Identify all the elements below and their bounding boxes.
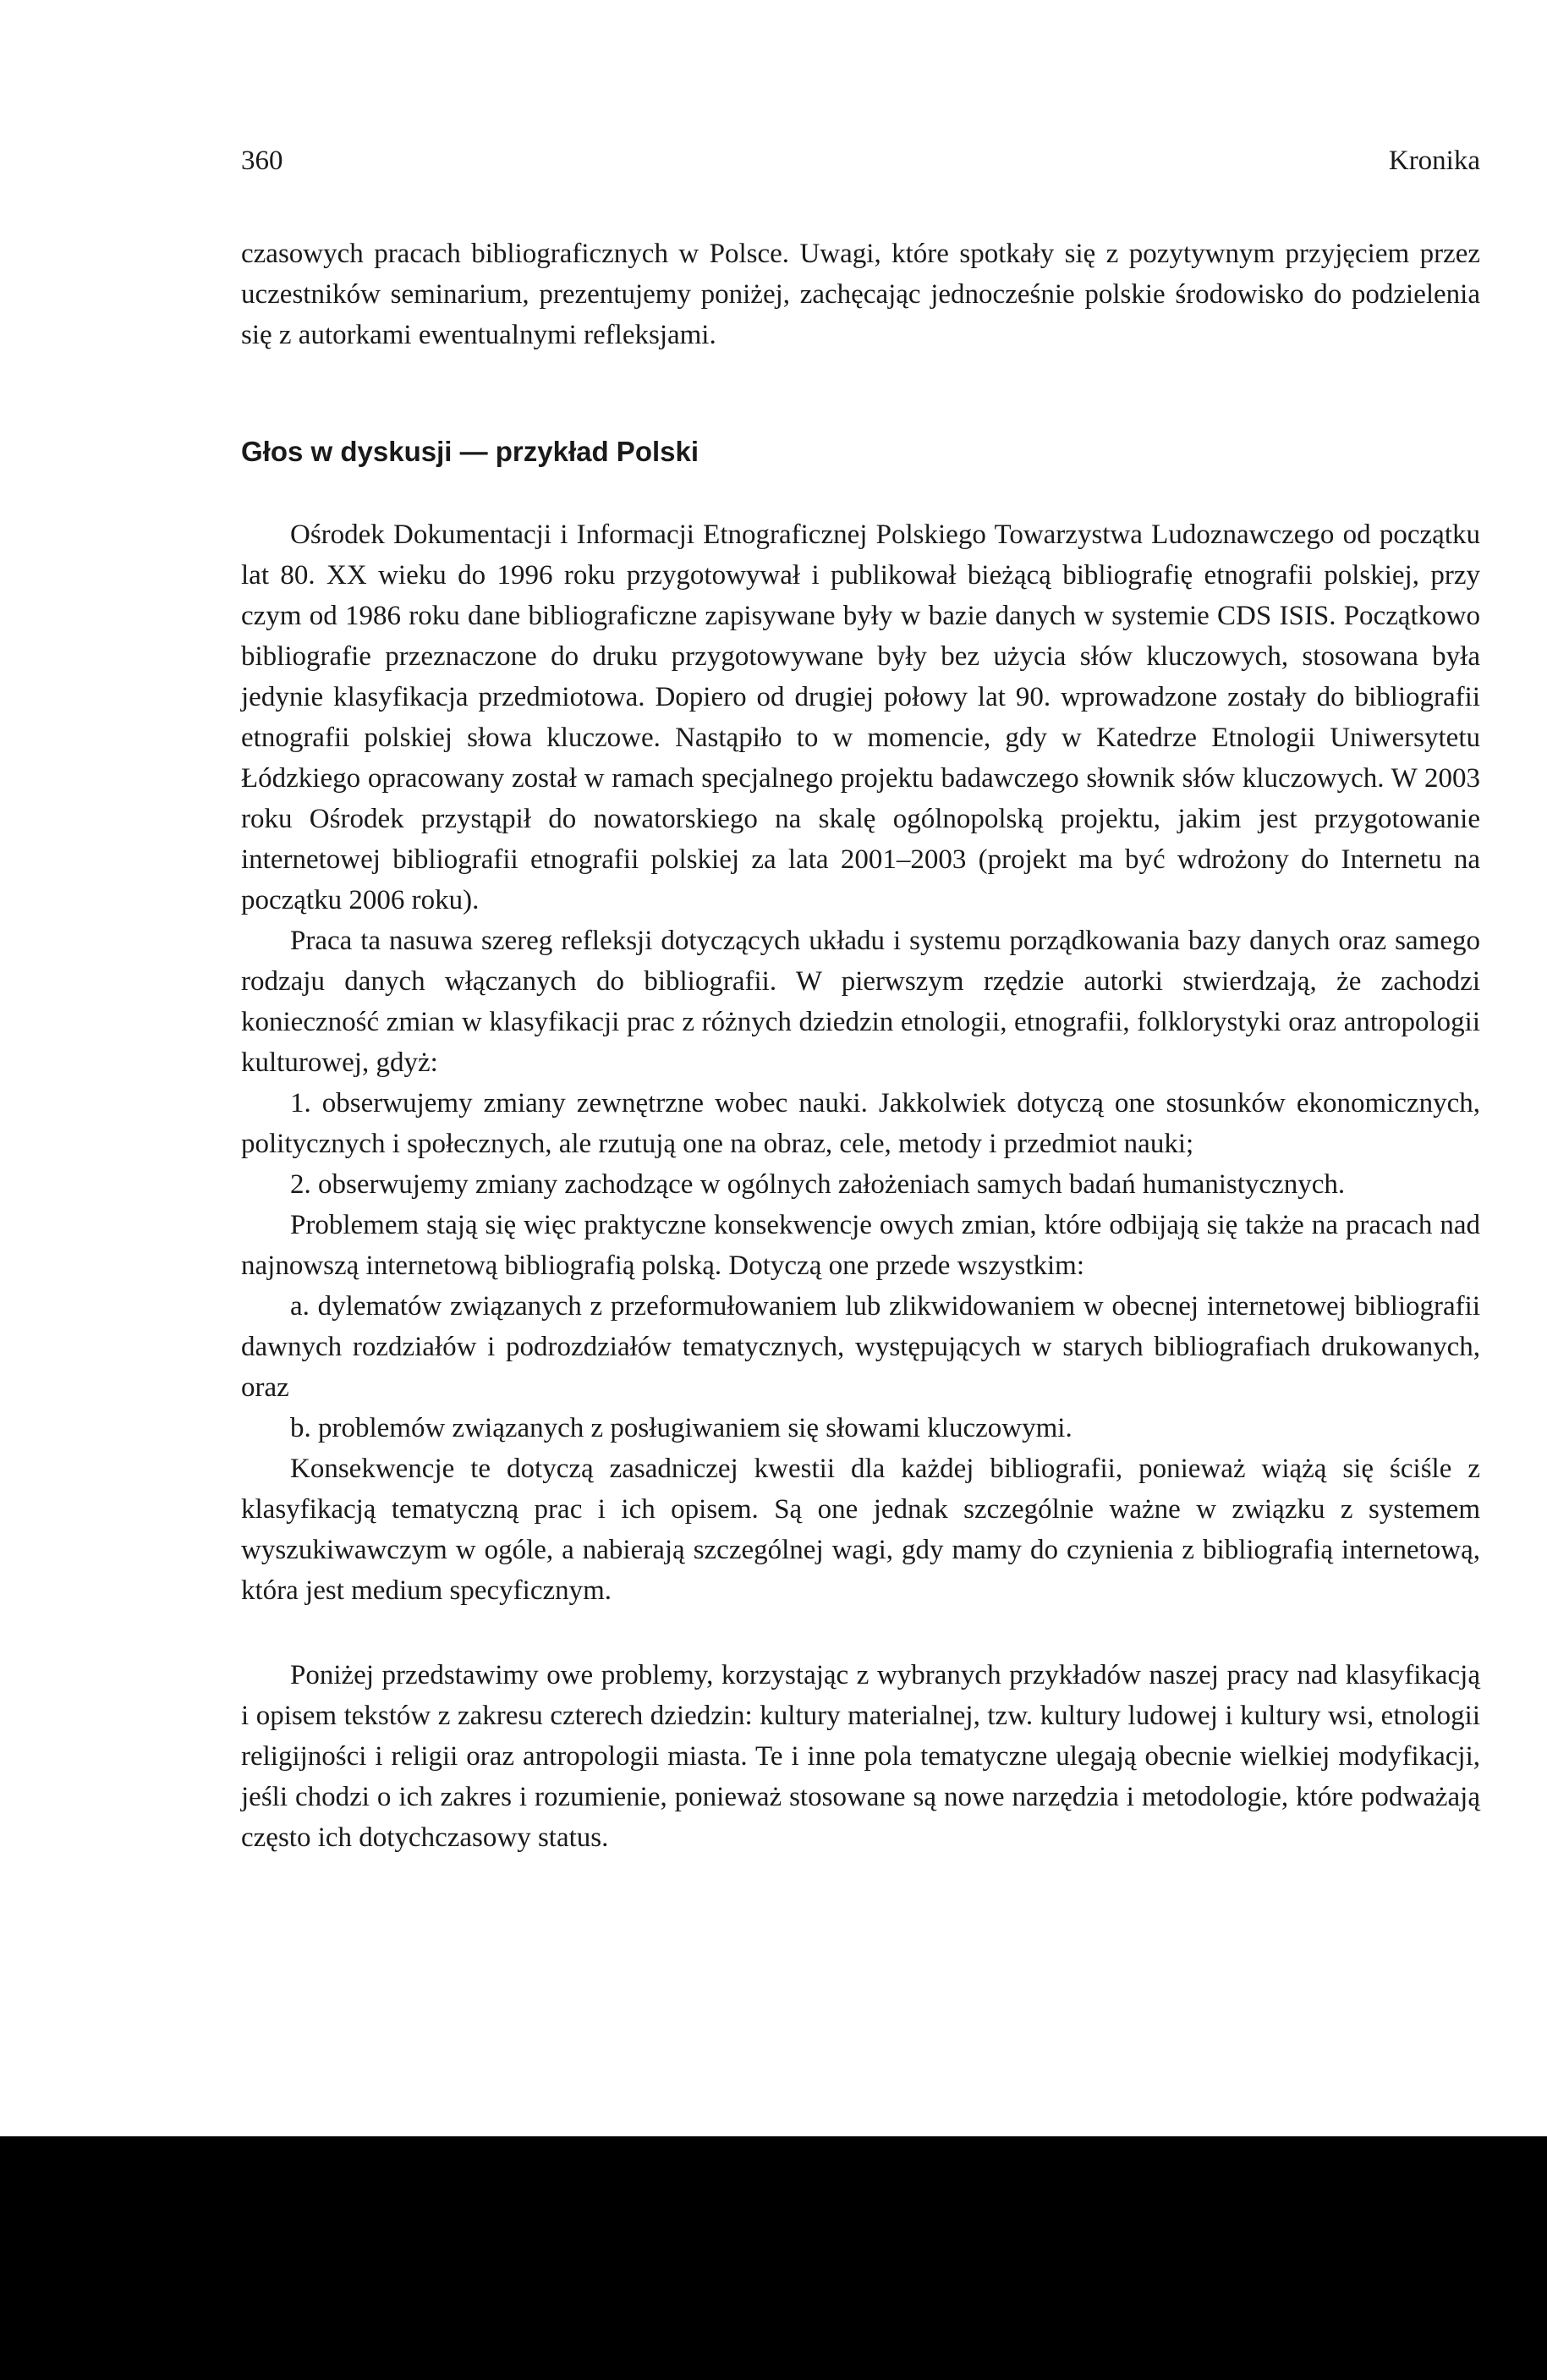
body-text <box>241 234 1480 1858</box>
paragraph: Konsekwencje te dotyczą zasadniczej kwestii dla każdej bibliografii, ponieważ wiążą się ściśle z klasyfikacją tematyczną prac i ich opisem. Są one jednak szczególnie ważne w związku z systemem wyszukiwawczym w ogóle, a nabierają szczególnej wagi, gdy mamy do czynienia z bibliografią internetową, która jest medium specyficznym. <box>241 1454 1480 1606</box>
list-item: 1. obserwujemy zmiany zewnętrzne wobec nauki. Jakkolwiek dotyczą one stosunków ekonomicznych, politycznych i społecznych, ale rzutują one na obraz, cele, metody i przedmiot nauki; <box>241 1088 1480 1159</box>
paragraph: Praca ta nasuwa szereg refleksji dotyczących układu i systemu porządkowania bazy danych oraz samego rodzaju danych włączanych do bibliografii. W pierwszym rzędzie autorki stwierdzają, że zachodzi konieczność zmian w klasyfikacji prac z różnych dziedzin etnologii, etnografii, folklorystyki oraz antropologii kulturowej, gdyż: <box>241 926 1480 1078</box>
paragraph: Problemem stają się więc praktyczne konsekwencje owych zmian, które odbijają się także na pracach nad najnowszą internetową bibliografią polską. Dotyczą one przede wszystkim: <box>241 1210 1480 1281</box>
running-title: Kronika <box>1388 146 1480 176</box>
page-number: 360 <box>241 146 283 176</box>
section-heading: Głos w dyskusji — przykład Polski <box>241 436 699 467</box>
intro-paragraph: czasowych pracach bibliograficznych w Polsce. Uwagi, które spotkały się z pozytywnym przyjęciem przez uczestników seminarium, prezentujemy poniżej, zachęcając jednocześnie polskie środowisko do podzielenia się z autorkami ewentualnymi refleksjami. <box>241 239 1480 350</box>
list-item: 2. obserwujemy zmiany zachodzące w ogólnych założeniach samych badań humanistycznych. <box>290 1169 1346 1200</box>
list-item: b. problemów związanych z posługiwaniem się słowami kluczowymi. <box>290 1413 1072 1443</box>
list-item: a. dylematów związanych z przeformułowaniem lub zlikwidowaniem w obecnej internetowej bibliografii dawnych rozdziałów i podrozdziałów tematycznych, występujących w starych bibliografiach drukowanych, oraz <box>241 1291 1480 1403</box>
final-paragraph: Poniżej przedstawimy owe problemy, korzystając z wybranych przykładów naszej pracy nad klasyfikacją i opisem tekstów z zakresu czterech dziedzin: kultury materialnej, tzw. kultury ludowej i kultury wsi, etnologii religijności i religii oraz antropologii miasta. Te i inne pola tematyczne ulegają obecnie wielkiej modyfikacji, jeśli chodzi o ich zakres i rozumienie, ponieważ stosowane są nowe narzędzia i metodologie, które podważają często ich dotychczasowy status. <box>241 1660 1480 1853</box>
paragraph: Ośrodek Dokumentacji i Informacji Etnograficznej Polskiego Towarzystwa Ludoznawczego od początku lat 80. XX wieku do 1996 roku przygotowywał i publikował bieżącą bibliografię etnografii polskiej, przy czym od 1986 roku dane bibliograficzne zapisywane były w bazie danych w systemie CDS ISIS. Początkowo bibliografie przeznaczone do druku przygotowywane były bez użycia słów kluczowych, stosowana była jedynie klasyfikacja przedmiotowa. Dopiero od drugiej połowy lat 90. wprowadzone zostały do bibliografii etnografii polskiej słowa kluczowe. Nastąpiło to w momencie, gdy w Katedrze Etnologii Uniwersytetu Łódzkiego opracowany został w ramach specjalnego projektu badawczego słownik słów kluczowych. W 2003 roku Ośrodek przystąpił do nowatorskiego na skalę ogólnopolską projektu, jakim jest przygotowanie internetowej bibliografii etnografii polskiej za lata 2001–2003 (projekt ma być wdrożony do Internetu na początku 2006 roku). <box>241 519 1480 915</box>
